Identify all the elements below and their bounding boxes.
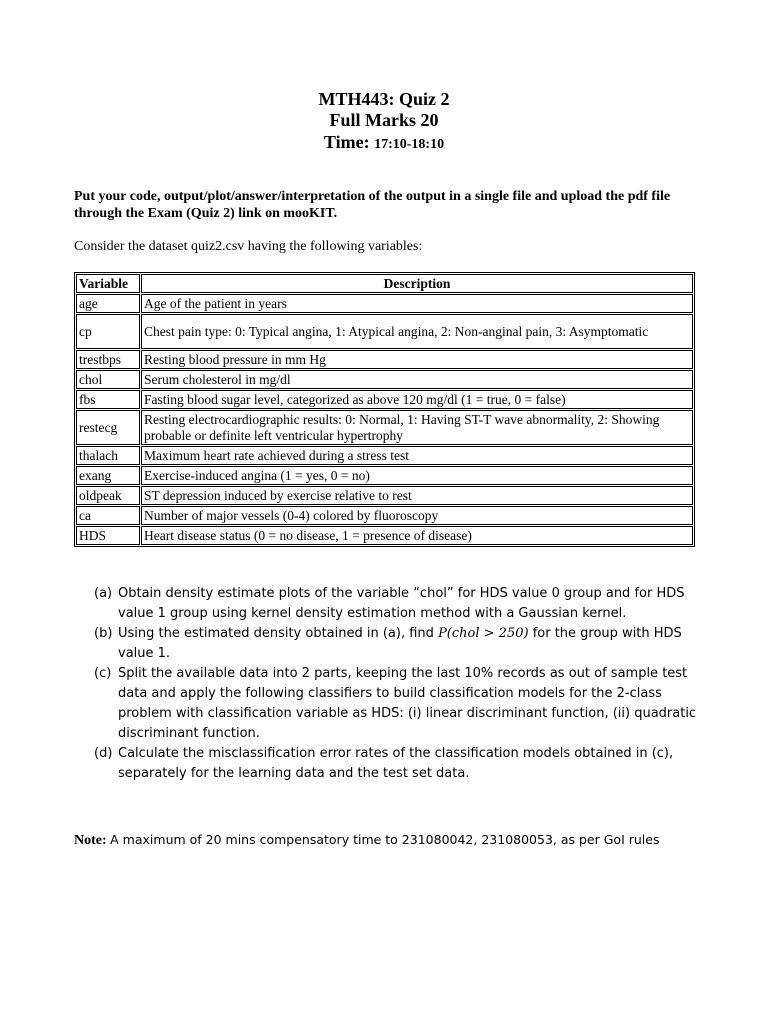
question-list <box>94 584 704 784</box>
variable-cell: HDS <box>76 526 140 545</box>
description-cell: Serum cholesterol in mg/dl <box>141 370 693 389</box>
description-cell: Age of the patient in years <box>141 294 693 313</box>
question-text: Calculate the misclassification error rates of the classification models obtained in (c), separately for the learning data and the test set data. <box>118 746 674 781</box>
question-text <box>118 624 704 664</box>
table-row <box>76 410 693 445</box>
table-row <box>76 446 693 465</box>
description-cell: ST depression induced by exercise relative to rest <box>141 486 693 505</box>
description-cell: Chest pain type: 0: Typical angina, 1: Atypical angina, 2: Non-anginal pain, 3: Asymptomatic <box>141 314 693 349</box>
table-row <box>76 526 693 545</box>
question-text: Split the available data into 2 parts, keeping the last 10% records as out of sample test data and apply the following classifiers to build classification models for the 2-class problem with classification variable as HDS: (i) linear discriminant function, (ii) quadratic discriminant function. <box>118 666 697 741</box>
variable-cell: thalach <box>76 446 140 465</box>
question-d <box>94 744 704 784</box>
question-label: (a) <box>94 586 113 601</box>
question-label: (b) <box>94 626 113 641</box>
time-line <box>0 132 768 153</box>
table-row <box>76 486 693 505</box>
variable-cell: cp <box>76 314 140 349</box>
table-row <box>76 466 693 485</box>
description-cell: Fasting blood sugar level, categorized as above 120 mg/dl (1 = true, 0 = false) <box>141 390 693 409</box>
header-variable: Variable <box>76 274 140 293</box>
variable-cell: trestbps <box>76 350 140 369</box>
time-value: 17:10-18:10 <box>374 137 445 152</box>
table-row <box>76 350 693 369</box>
probability-expression: P(chol > 250) <box>438 626 529 641</box>
question-text-post: for the group with HDS value 1. <box>118 626 682 661</box>
variable-cell: ca <box>76 506 140 525</box>
table-row <box>76 506 693 525</box>
full-marks: Full Marks 20 <box>329 110 439 130</box>
question-b <box>94 624 704 664</box>
description-cell: Maximum heart rate achieved during a stress test <box>141 446 693 465</box>
header-description: Description <box>141 274 693 293</box>
variable-cell: exang <box>76 466 140 485</box>
quiz-title: MTH443: Quiz 2 <box>318 89 450 109</box>
question-text-pre: Using the estimated density obtained in (a), find <box>118 626 439 641</box>
variable-cell: restecg <box>76 410 140 445</box>
question-label: (d) <box>94 746 113 761</box>
description-cell: Resting blood pressure in mm Hg <box>141 350 693 369</box>
note-label: Note: <box>74 833 107 848</box>
description-cell: Exercise-induced angina (1 = yes, 0 = no) <box>141 466 693 485</box>
table-row <box>76 390 693 409</box>
table-row <box>76 294 693 313</box>
description-cell: Resting electrocardiographic results: 0: Normal, 1: Having ST-T wave abnormality, 2: Showing probable or definite left ventricular hypertrophy <box>141 410 693 445</box>
description-cell: Heart disease status (0 = no disease, 1 = presence of disease) <box>141 526 693 545</box>
variable-cell: chol <box>76 370 140 389</box>
question-c <box>94 664 704 744</box>
variables-table <box>74 272 695 547</box>
description-cell: Number of major vessels (0-4) colored by fluoroscopy <box>141 506 693 525</box>
variable-cell: oldpeak <box>76 486 140 505</box>
variable-cell: age <box>76 294 140 313</box>
time-label: Time: <box>323 132 370 152</box>
compensatory-note <box>74 832 714 849</box>
table-header-row <box>76 274 693 293</box>
question-label: (c) <box>94 666 112 681</box>
note-text: A maximum of 20 mins compensatory time to 231080042, 231080053, as per GoI rules <box>110 832 660 847</box>
variable-cell: fbs <box>76 390 140 409</box>
submission-instruction: Put your code, output/plot/answer/interpretation of the output in a single file and upload the pdf file through the Exam (Quiz 2) link on mooKIT. <box>74 189 671 221</box>
question-a <box>94 584 704 624</box>
question-text: Obtain density estimate plots of the variable “chol” for HDS value 0 group and for HDS value 1 group using kernel density estimation method with a Gaussian kernel. <box>118 586 685 621</box>
dataset-intro: Consider the dataset quiz2.csv having the following variables: <box>74 239 423 254</box>
table-row <box>76 314 693 349</box>
table-row <box>76 370 693 389</box>
